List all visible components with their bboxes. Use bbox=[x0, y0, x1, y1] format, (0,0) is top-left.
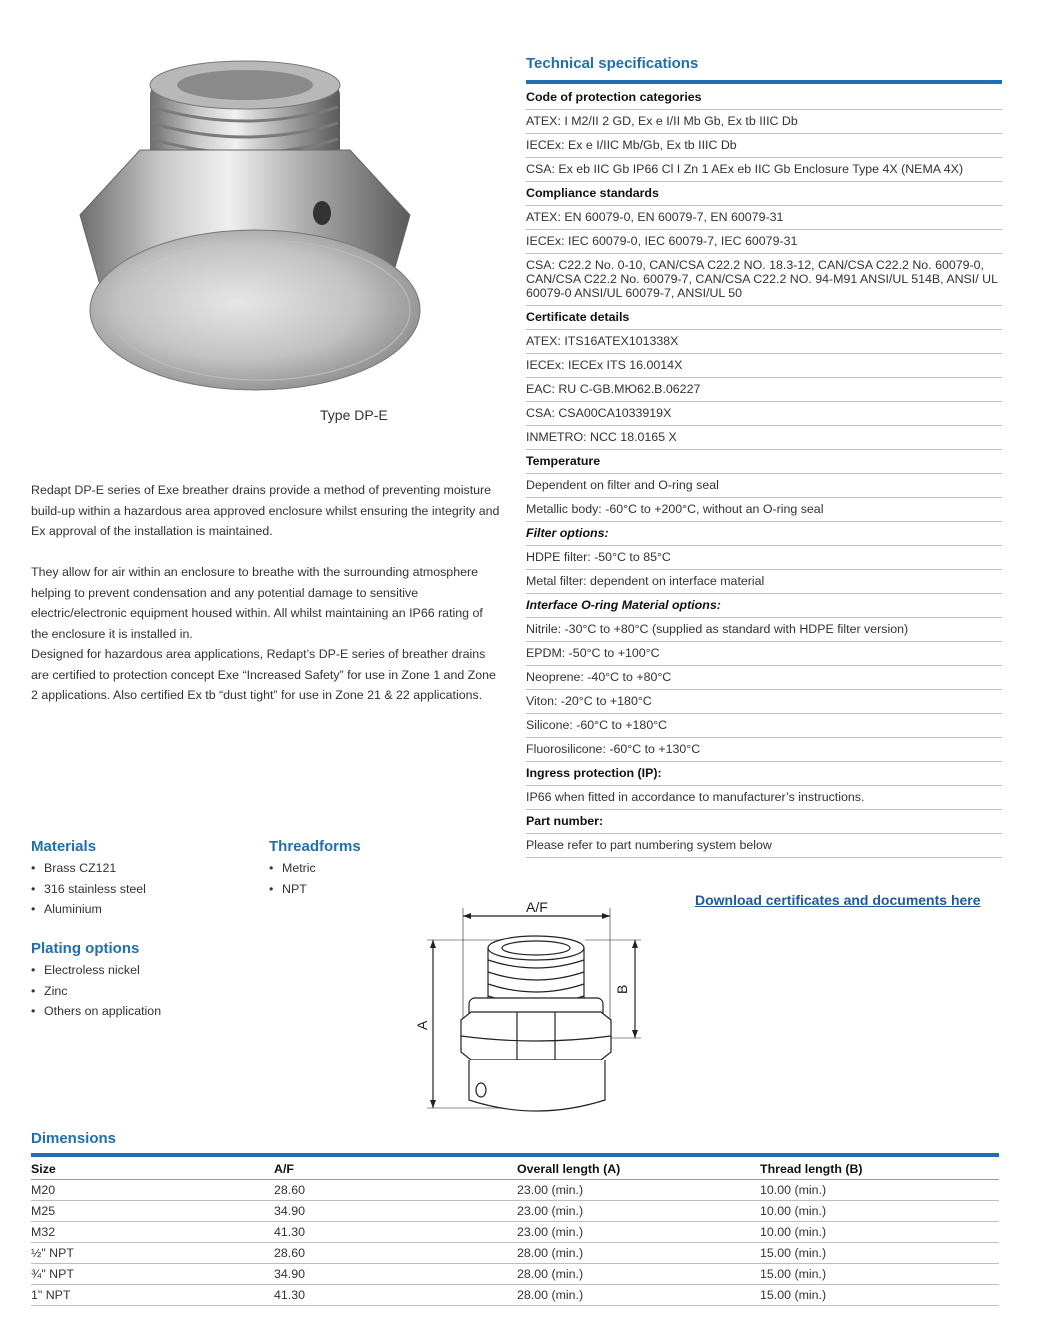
table-cell: 41.30 bbox=[274, 1222, 517, 1243]
table-cell: 34.90 bbox=[274, 1201, 517, 1222]
table-cell: 10.00 (min.) bbox=[760, 1222, 999, 1243]
product-description bbox=[31, 480, 501, 706]
intro-paragraph: They allow for air within an enclosure to breathe with the surrounding atmosphere helping to prevent condensation and any potential damage to sensitive electric/electronic equipment housed within. All whilst maintaining an IP66 rating of the enclosure it is installed in. bbox=[31, 565, 483, 641]
table-row bbox=[31, 1285, 999, 1306]
table-cell: 23.00 (min.) bbox=[517, 1201, 760, 1222]
spec-row: Silicone: -60°C to +180°C bbox=[526, 714, 1002, 738]
spec-section-heading: Filter options: bbox=[526, 522, 1002, 546]
table-cell: M32 bbox=[31, 1222, 274, 1243]
spec-row: CSA: CSA00CA1033919X bbox=[526, 402, 1002, 426]
spec-table bbox=[526, 86, 1002, 858]
table-cell: 10.00 (min.) bbox=[760, 1201, 999, 1222]
table-cell: 15.00 (min.) bbox=[760, 1264, 999, 1285]
spec-row: ATEX: EN 60079-0, EN 60079-7, EN 60079-31 bbox=[526, 206, 1002, 230]
table-cell: 23.00 (min.) bbox=[517, 1222, 760, 1243]
download-certificates-link[interactable]: Download certificates and documents here bbox=[695, 892, 981, 908]
list-item: • NPT bbox=[269, 879, 361, 900]
table-cell: 28.00 (min.) bbox=[517, 1264, 760, 1285]
spec-row: Nitrile: -30°C to +80°C (supplied as standard with HDPE filter version) bbox=[526, 618, 1002, 642]
table-cell: 28.60 bbox=[274, 1180, 517, 1201]
spec-row: HDPE filter: -50°C to 85°C bbox=[526, 546, 1002, 570]
table-cell: ¾" NPT bbox=[31, 1264, 274, 1285]
spec-row: CSA: Ex eb IIC Gb IP66 Cl I Zn 1 AEx eb IIC Gb Enclosure Type 4X (NEMA 4X) bbox=[526, 158, 1002, 182]
spec-row: Please refer to part numbering system below bbox=[526, 834, 1002, 858]
spec-row: EPDM: -50°C to +100°C bbox=[526, 642, 1002, 666]
table-cell: 28.60 bbox=[274, 1243, 517, 1264]
spec-section-heading: Compliance standards bbox=[526, 182, 1002, 206]
b-label: B bbox=[614, 984, 630, 994]
plating-list bbox=[31, 960, 161, 1022]
spec-title: Technical specifications bbox=[526, 55, 699, 72]
spec-section-heading: Ingress protection (IP): bbox=[526, 762, 1002, 786]
table-cell: 15.00 (min.) bbox=[760, 1243, 999, 1264]
table-cell: 34.90 bbox=[274, 1264, 517, 1285]
intro-paragraph: Designed for hazardous area applications, Redapt’s DP-E series of breather drains are certified to protection concept Exe “Increased Safety” for use in Zone 1 and Zone 2 applications. Also certified Ex tb “dust tight” for use in Zone 21 & 22 applications. bbox=[31, 647, 496, 702]
spec-row: Fluorosilicone: -60°C to +130°C bbox=[526, 738, 1002, 762]
list-item: • 316 stainless steel bbox=[31, 879, 146, 900]
spec-row: Metal filter: dependent on interface material bbox=[526, 570, 1002, 594]
column-header: A/F bbox=[274, 1159, 517, 1180]
spec-row: IP66 when fitted in accordance to manufacturer’s instructions. bbox=[526, 786, 1002, 810]
spec-section-heading: Interface O-ring Material options: bbox=[526, 594, 1002, 618]
column-header: Size bbox=[31, 1159, 274, 1180]
spec-row: CSA: C22.2 No. 0-10, CAN/CSA C22.2 NO. 18.3-12, CAN/CSA C22.2 No. 60079-0, CAN/CSA C22.2 No. 60079-7, CAN/CSA C22.2 NO. 94-M91 ANSI/UL 514B, ANSI/ UL 60079-0 ANSI/UL 60079-7, ANSI/UL 50 bbox=[526, 254, 1002, 306]
list-item: • Others on application bbox=[31, 1001, 161, 1022]
plating-section bbox=[31, 940, 161, 1022]
table-header-row bbox=[31, 1159, 999, 1180]
a-label: A bbox=[414, 1020, 430, 1030]
table-cell: 28.00 (min.) bbox=[517, 1243, 760, 1264]
intro-paragraph: Redapt DP-E series of Exe breather drains provide a method of preventing moisture build-up within a hazardous area approved enclosure whilst ensuring the integrity and Ex approval of the installation is maintained. bbox=[31, 483, 500, 538]
dimension-diagram bbox=[405, 890, 645, 1120]
column-header: Thread length (B) bbox=[760, 1159, 999, 1180]
photo-caption: Type DP-E bbox=[320, 407, 388, 423]
spec-row: IECEx: IEC 60079-0, IEC 60079-7, IEC 60079-31 bbox=[526, 230, 1002, 254]
list-item: • Aluminium bbox=[31, 899, 146, 920]
spec-row: Neoprene: -40°C to +80°C bbox=[526, 666, 1002, 690]
product-photo bbox=[60, 55, 440, 400]
spec-row: EAC: RU C-GB.MЮ62.B.06227 bbox=[526, 378, 1002, 402]
materials-section bbox=[31, 838, 146, 920]
table-row bbox=[31, 1180, 999, 1201]
dimensions-table bbox=[31, 1159, 999, 1306]
spec-row: Dependent on filter and O-ring seal bbox=[526, 474, 1002, 498]
table-row bbox=[31, 1243, 999, 1264]
threadforms-title: Threadforms bbox=[269, 838, 361, 855]
table-row bbox=[31, 1222, 999, 1243]
threadforms-list bbox=[269, 858, 361, 899]
list-item: • Brass CZ121 bbox=[31, 858, 146, 879]
list-item: • Electroless nickel bbox=[31, 960, 161, 981]
table-cell: ½" NPT bbox=[31, 1243, 274, 1264]
spec-row: INMETRO: NCC 18.0165 X bbox=[526, 426, 1002, 450]
column-header: Overall length (A) bbox=[517, 1159, 760, 1180]
table-cell: 15.00 (min.) bbox=[760, 1285, 999, 1306]
af-label: A/F bbox=[526, 899, 548, 915]
plating-title: Plating options bbox=[31, 940, 140, 957]
spec-row: IECEx: Ex e I/IIC Mb/Gb, Ex tb IIIC Db bbox=[526, 134, 1002, 158]
table-cell: 41.30 bbox=[274, 1285, 517, 1306]
table-cell: 10.00 (min.) bbox=[760, 1180, 999, 1201]
spec-row: Metallic body: -60°C to +200°C, without an O-ring seal bbox=[526, 498, 1002, 522]
dimensions-rule bbox=[31, 1153, 999, 1157]
spec-row: IECEx: IECEx ITS 16.0014X bbox=[526, 354, 1002, 378]
table-cell: 1" NPT bbox=[31, 1285, 274, 1306]
table-cell: 28.00 (min.) bbox=[517, 1285, 760, 1306]
table-row bbox=[31, 1264, 999, 1285]
spec-section-heading: Temperature bbox=[526, 450, 1002, 474]
materials-list bbox=[31, 858, 146, 920]
materials-title: Materials bbox=[31, 838, 97, 855]
spec-section-heading: Code of protection categories bbox=[526, 86, 1002, 110]
spec-row: Viton: -20°C to +180°C bbox=[526, 690, 1002, 714]
table-cell: 23.00 (min.) bbox=[517, 1180, 760, 1201]
table-cell: M20 bbox=[31, 1180, 274, 1201]
spec-row: ATEX: I M2/II 2 GD, Ex e I/II Mb Gb, Ex tb IIIC Db bbox=[526, 110, 1002, 134]
threadforms-section bbox=[269, 838, 361, 899]
spec-section-heading: Part number: bbox=[526, 810, 1002, 834]
table-row bbox=[31, 1201, 999, 1222]
spec-row: ATEX: ITS16ATEX101338X bbox=[526, 330, 1002, 354]
spec-section-heading: Certificate details bbox=[526, 306, 1002, 330]
table-cell: M25 bbox=[31, 1201, 274, 1222]
spec-title-rule bbox=[526, 80, 1002, 84]
list-item: • Metric bbox=[269, 858, 361, 879]
list-item: • Zinc bbox=[31, 981, 161, 1002]
dimensions-title: Dimensions bbox=[31, 1130, 117, 1147]
